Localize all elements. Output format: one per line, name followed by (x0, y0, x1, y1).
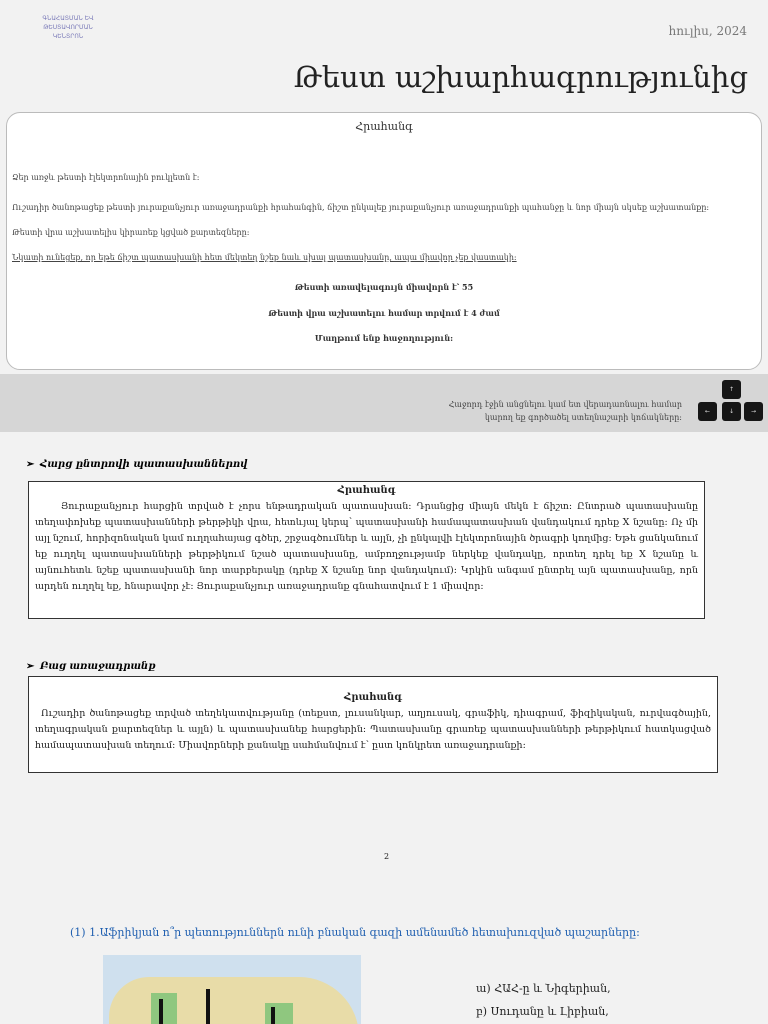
multiple-choice-instructions-title: Հրահանգ (337, 485, 396, 496)
multiple-choice-instructions-text: Յուրաքանչյուր հարցին տրված է չորս ենթադրական պատասխան: Դրանցից միայն մեկն է ճիշտ: Ընտրած պատասխանը տեղափոխեք պատասխանների թերթիկի վրա, հետևյալ կերպ՝ պատասխանի համապատասխան վանդակում դրեք X նշանը: Ոչ մի այլ նշում, հորիզոնական կամ ուղղահայաց գծեր, շրջագծումներ և այլն, չի ընկալվի էլեկտրոնային ծրագրի կողմից: Եթե ցանկանում եք ուղղել պատասխանների թերթիկում նշած պատասխանը, ամբողջությամբ ներկեք վանդակը, որտեղ դրել եք X նշանը և այնուհետև նշեք պատասխանի նոր տարբերակը (դրեք X նշանը նոր վանդակում): Կրկին անգամ ընտրել այն պատասխանը, որն արդեն ուղղել եք, հնարավոր չէ: Յուրաքանչյուր առաջադրանք գնահատվում է 1 միավոր: (35, 501, 698, 592)
navigation-hint-line1: Հաջորդ էջին անցնելու կամ ետ վերադառնալու համար (448, 400, 682, 409)
instructions-line-1: Ձեր առջև թեստի էլեկտրոնային բուկլետն է: (12, 173, 200, 182)
multiple-choice-instructions-box (28, 481, 705, 619)
instructions-line-4: Նկատի ունեցեք, որ եթե ճիշտ պատասխանի հետ մեկտեղ նշեք նաև սխալ պատասխանը, ապա միավոր չեք վաստակի: (12, 253, 517, 262)
navigation-hint-text (449, 398, 682, 424)
arrow-left-key-icon[interactable]: ← (698, 402, 717, 421)
logo (18, 14, 118, 41)
arrow-bullet-icon: ➢ (26, 459, 35, 470)
logo-text-line1: ԳՆԱՀԱՏՄԱՆ ԵՎ ԹԵՍՏԱՎՈՐՄԱՆ (42, 15, 94, 31)
map-region (151, 993, 177, 1024)
open-task-instructions-text: Ուշադիր ծանոթացեք տրված տեղեկատվությանը (տեքստ, լուսանկար, աղյուսակ, գրաֆիկ, դիագրամ, ֆիզիկական, ուրվագծային, տեղագրական քարտեզներ և այլն) և պատասխանեք հարցերին: Պատասխանը գրառեք պատասխանների թերթիկում հատկացված համապատասխան տեղում: Միավորների քանակը սահմանվում է՝ ըստ կոնկրետ առաջադրանքի: (35, 708, 711, 751)
arrow-bullet-icon: ➢ (26, 661, 35, 672)
time-limit-text: Թեստի վրա աշխատելու համար տրվում է 4 ժամ (268, 308, 500, 318)
arrow-down-key-icon[interactable]: ↓ (722, 402, 741, 421)
page-title: Թեստ աշխարհագրությունից (293, 60, 748, 94)
logo-text-line2: ԿԵՆՏՐՈՆ (52, 33, 84, 40)
instructions-heading: Հրահանգ (355, 120, 413, 133)
arrow-up-key-icon[interactable]: ↑ (722, 380, 741, 399)
max-score-text: Թեստի առավելագույն միավորն է՝ 55 (294, 282, 474, 292)
map-land (109, 977, 359, 1024)
section-multiple-choice-heading (26, 459, 248, 470)
good-luck-text: Մաղթում ենք հաջողություն: (314, 333, 454, 343)
map-bar (271, 1007, 275, 1024)
instructions-line-2: Ուշադիր ծանոթացեք թեստի յուրաքանչյուր առաջադրանքի հրահանգին, ճիշտ ընկալեք յուրաքանչյուր առաջադրանքի պահանջը և նոր միայն սկսեք աշխատանքը: (12, 203, 710, 212)
section-open-task-heading (26, 661, 156, 672)
page-number: 2 (384, 852, 390, 861)
question-1-text: (1) 1.Աֆրիկյան ո՞ր պետություններն ունի բնական գազի ամենամեծ հետախուզված պաշարները: (70, 926, 640, 939)
section-multiple-choice-title: Հարց ընտրովի պատասխաններով (40, 459, 248, 470)
open-task-instructions-box (28, 676, 718, 773)
arrow-right-key-icon[interactable]: → (744, 402, 763, 421)
africa-map-image (103, 955, 361, 1024)
map-bar (206, 989, 210, 1024)
map-bar (159, 999, 163, 1024)
answer-option-b[interactable]: բ) Սուդանը և Լիբիան, (476, 1005, 609, 1018)
section-open-task-title: Բաց առաջադրանք (40, 661, 156, 672)
open-task-instructions-title: Հրահանգ (343, 692, 403, 703)
navigation-hint-line2: կարող եք գործածել ստեղնաշարի կոճակները: (484, 413, 682, 422)
map-region (265, 1003, 293, 1024)
date-label: հուլիս, 2024 (668, 24, 747, 38)
instructions-panel (6, 112, 762, 370)
navigation-hint-band (0, 374, 768, 432)
instructions-line-3: Թեստի վրա աշխատելիս կիրառեք կցված քարտեզները: (12, 228, 250, 237)
answer-option-a[interactable]: ա) ՀԱՀ-ը և Նիգերիան, (476, 982, 611, 995)
